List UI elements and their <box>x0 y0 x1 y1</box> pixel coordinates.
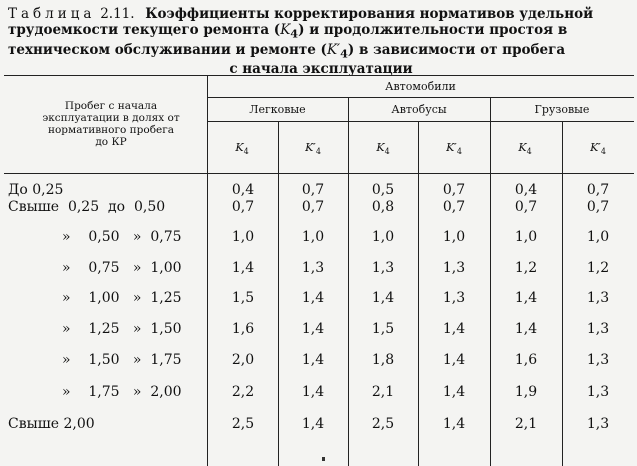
table-cell: 1,0 <box>514 229 538 245</box>
table-cell: 0,7 <box>442 199 466 215</box>
subgroup-passenger: Легковые <box>249 103 306 116</box>
table-cell: 0,7 <box>301 199 325 215</box>
table-cell: 2,5 <box>231 416 255 432</box>
table-cell: 1,3 <box>586 416 610 432</box>
table-cell: 1,3 <box>442 290 466 306</box>
table-cell: 1,0 <box>442 229 466 245</box>
row-label: » 1,25 » 1,50 <box>62 321 182 337</box>
col-divider-3 <box>418 121 419 466</box>
caption-line4: с начала эксплуатации <box>229 61 413 78</box>
table-cell: 1,0 <box>586 229 610 245</box>
table-cell: 1,3 <box>586 384 610 400</box>
row-label: » 1,50 » 1,75 <box>62 352 182 368</box>
col-divider-main <box>207 75 208 466</box>
subgroup-buses: Автобусы <box>391 103 447 116</box>
table-cell: 1,6 <box>514 352 538 368</box>
caption-label: Таблица <box>8 6 96 22</box>
table-cell: 2,1 <box>514 416 538 432</box>
table-cell: 1,5 <box>231 290 255 306</box>
row-label: До 0,25 <box>8 182 64 198</box>
table-cell: 0,5 <box>371 182 395 198</box>
table-cell: 1,4 <box>442 321 466 337</box>
row-header: Пробег с начала эксплуатации в долях от нормативного пробега до КР <box>42 100 180 148</box>
table-cell: 1,4 <box>301 416 325 432</box>
table-cell: 1,4 <box>442 416 466 432</box>
table-cell: 1,4 <box>442 352 466 368</box>
col-divider-1 <box>278 121 279 466</box>
k-prime-label: $K'_4$ <box>305 141 321 157</box>
k-label: $K_4$ <box>235 141 249 157</box>
table-cell: 0,7 <box>514 199 538 215</box>
table-cell: 1,4 <box>301 321 325 337</box>
table-cell: 1,2 <box>586 260 610 276</box>
header-bottom-rule <box>4 173 634 174</box>
table-cell: 2,1 <box>371 384 395 400</box>
table-cell: 1,4 <box>442 384 466 400</box>
table-cell: 2,5 <box>371 416 395 432</box>
caption-number: 2.11. <box>100 6 135 22</box>
table-cell: 0,7 <box>586 199 610 215</box>
row-label: » 0,75 » 1,00 <box>62 260 182 276</box>
table-cell: 2,0 <box>231 352 255 368</box>
row-label: » 0,50 » 0,75 <box>62 229 182 245</box>
table-cell: 1,4 <box>301 384 325 400</box>
table-cell: 1,3 <box>442 260 466 276</box>
row-label: » 1,75 » 2,00 <box>62 384 182 400</box>
caption-line3-rest: в зависимости от пробега <box>359 41 566 58</box>
table-cell: 0,7 <box>231 199 255 215</box>
table-cell: 2,2 <box>231 384 255 400</box>
caption-k4p: K′ <box>326 41 341 58</box>
table-cell: 1,4 <box>231 260 255 276</box>
caption-k4p-sub: 4 <box>340 46 348 61</box>
caption-line1: Коэффициенты корректирования нормативов удельной <box>145 6 594 22</box>
table-cell: 1,4 <box>301 290 325 306</box>
table-cell: 1,5 <box>371 321 395 337</box>
scan-mark <box>322 457 325 461</box>
table-cell: 0,7 <box>301 182 325 198</box>
col-divider-5 <box>562 121 563 466</box>
caption-line3: техническом обслуживании и ремонте <box>8 41 316 58</box>
table-top-rule <box>4 75 634 76</box>
table-cell: 1,3 <box>586 352 610 368</box>
caption-k4-sub: 4 <box>290 26 299 41</box>
k-label: $K_4$ <box>518 141 532 157</box>
table-cell: 0,7 <box>586 182 610 198</box>
group-rule <box>207 97 634 98</box>
table-cell: 0,7 <box>442 182 466 198</box>
caption-line2-rest: и продолжительности простоя в <box>309 22 568 38</box>
table-cell: 0,8 <box>371 199 395 215</box>
table-caption: Таблица 2.11. Коэффициенты корректирования нормативов удельной трудоемкости текущего ремонта $(K_4)$ и продолжительности простоя в техническом обслуживании и ремонте $(K'_4)$ в зависимости от пробега с начала эксплуатации <box>8 6 634 77</box>
table-cell: 0,4 <box>231 182 255 198</box>
table-cell: 1,4 <box>301 352 325 368</box>
table-cell: 1,8 <box>371 352 395 368</box>
table-cell: 1,0 <box>301 229 325 245</box>
table-cell: 1,4 <box>514 290 538 306</box>
group-header: Автомобили <box>385 80 456 93</box>
k-prime-label: $K'_4$ <box>446 141 462 157</box>
k-label: $K_4$ <box>376 141 390 157</box>
table-cell: 1,3 <box>586 290 610 306</box>
row-label: Свыше 2,00 <box>8 416 95 432</box>
table-cell: 1,4 <box>514 321 538 337</box>
subgroup-trucks: Грузовые <box>534 103 590 116</box>
subgroup-rule <box>207 121 634 122</box>
table-cell: 1,3 <box>586 321 610 337</box>
table-cell: 1,0 <box>231 229 255 245</box>
caption-line2: трудоемкости текущего ремонта <box>8 22 270 38</box>
table-cell: 1,4 <box>371 290 395 306</box>
row-label: » 1,00 » 1,25 <box>62 290 182 306</box>
caption-k4: K <box>280 22 291 38</box>
table-cell: 1,6 <box>231 321 255 337</box>
table-cell: 1,2 <box>514 260 538 276</box>
table-cell: 0,4 <box>514 182 538 198</box>
table-cell: 1,3 <box>371 260 395 276</box>
table-cell: 1,9 <box>514 384 538 400</box>
table-cell: 1,3 <box>301 260 325 276</box>
row-label: Свыше 0,25 до 0,50 <box>8 199 166 215</box>
k-prime-label: $K'_4$ <box>590 141 606 157</box>
table-cell: 1,0 <box>371 229 395 245</box>
